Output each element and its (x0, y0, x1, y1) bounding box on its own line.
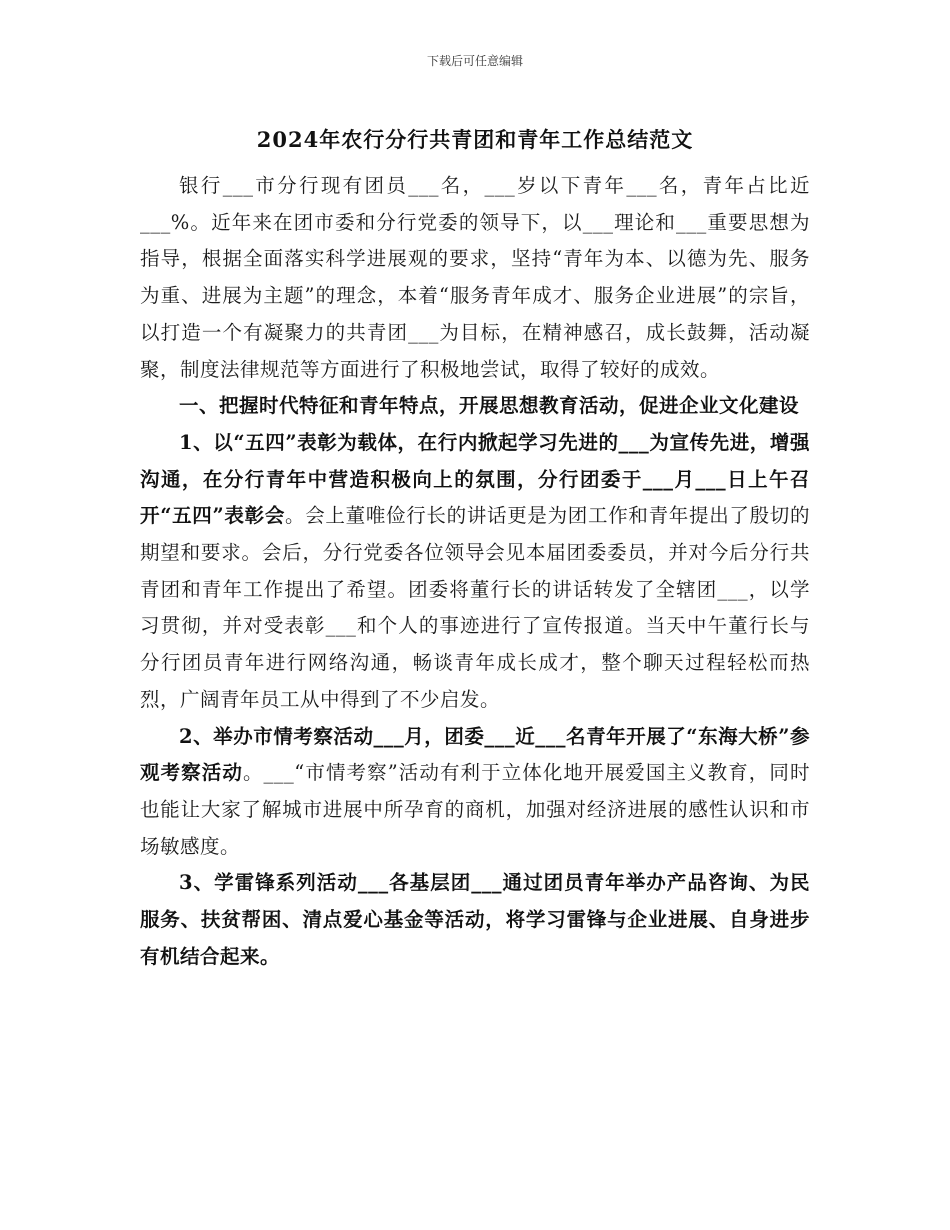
item-1-paragraph (140, 425, 810, 719)
section-heading: 一、把握时代特征和青年特点，开展思想教育活动，促进企业文化建设 (179, 394, 800, 418)
item-3-paragraph: 3、学雷锋系列活动___各基层团___通过团员青年举办产品咨询、为民服务、扶贫帮困、清点爱心基金等活动，将学习雷锋与企业进展、自身进步有机结合起来。 (140, 871, 810, 968)
intro-paragraph: 银行___市分行现有团员___名，___岁以下青年___名，青年占比近___%。近年来在团市委和分行党委的领导下，以___理论和___重要思想为指导，根据全面落实科学进展观的要求，坚持“青年为本、以德为先、服务为重、进展为主题”的理念，本着“服务青年成才、服务企业进展”的宗旨，以打造一个有凝聚力的共青团___为目标，在精神感召，成长鼓舞，活动凝聚，制度法律规范等方面进行了积极地尝试，取得了较好的成效。 (140, 174, 810, 381)
item-2-paragraph (140, 719, 810, 866)
item-2-bold-text: 2、举办市情考察活动___月，团委___近___名青年开展了“东海大桥”参观考察活动 (140, 724, 810, 785)
document-body (140, 168, 810, 975)
item-2-body-text: 。___“市情考察”活动有利于立体化地开展爱国主义教育，同时也能让大家了解城市进展中所孕育的商机，加强对经济进展的感性认识和市场敏感度。 (140, 761, 810, 858)
item-1-bold-text: 1、以“五四”表彰为载体，在行内掀起学习先进的___为宣传先进，增强沟通，在分行青年中营造积极向上的氛围，分行团委于___月___日上午召开“五四”表彰会 (140, 430, 810, 528)
item-1-body-text: 。会上董唯俭行长的讲话更是为团工作和青年提出了殷切的期望和要求。会后，分行党委各位领导会见本届团委委员，并对今后分行共青团和青年工作提出了希望。团委将董行长的讲话转发了全辖团___，以学习贯彻，并对受表彰___和个人的事迹进行了宣传报道。当天中午董行长与分行团员青年进行网络沟通，畅谈青年成长成才，整个聊天过程轻松而热烈，广阔青年员工从中得到了不少启发。 (140, 504, 810, 711)
document-title: 2024年农行分行共青团和青年工作总结范文 (256, 127, 694, 152)
header-note: 下载后可任意编辑 (426, 54, 523, 68)
